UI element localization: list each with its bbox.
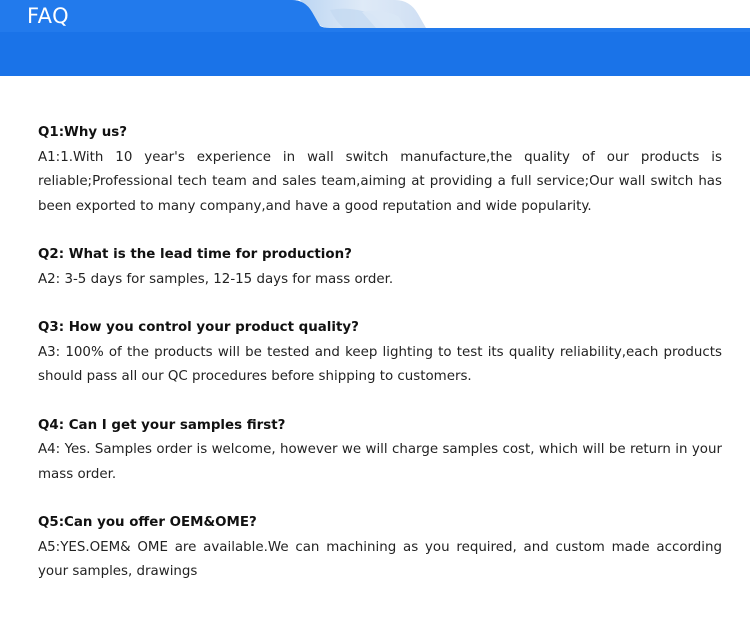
faq-question-3: Q3: How you control your product quality? xyxy=(38,320,359,335)
faq-question-5: Q5:Can you offer OEM&OME? xyxy=(38,515,257,530)
faq-answer-2: A2: 3-5 days for samples, 12-15 days for mass order. xyxy=(38,271,394,287)
banner-tab-shape xyxy=(0,0,750,76)
faq-answer-3: A3: 100% of the products will be tested and keep lighting to test its quality reliability,each products should pass all our QC procedures before shipping to customers. xyxy=(38,344,722,384)
faq-answer-5: A5:YES.OEM& OME are available.We can machining as you required, and custom made according your samples, drawings xyxy=(38,539,722,579)
faq-answer-1: A1:1.With 10 year's experience in wall switch manufacture,the quality of our products is reliable;Professional tech team and sales team,aiming at providing a full service;Our wall switch has been exported to many company,and have a good reputation and wide popularity. xyxy=(38,149,722,214)
faq-answer-4: A4: Yes. Samples order is welcome, however we will charge samples cost, which will be return in your mass order. xyxy=(38,442,722,482)
faq-list xyxy=(38,121,722,609)
faq-item-3 xyxy=(38,316,722,390)
faq-question-4: Q4: Can I get your samples first? xyxy=(38,417,286,433)
faq-item-5 xyxy=(38,511,722,585)
faq-question-2: Q2: What is the lead time for production? xyxy=(38,247,352,262)
faq-item-2 xyxy=(38,243,722,292)
faq-item-1 xyxy=(38,121,722,219)
faq-header-banner xyxy=(0,0,750,76)
faq-question-1: Q1:Why us? xyxy=(38,125,128,140)
page-title: FAQ xyxy=(27,4,70,28)
faq-item-4 xyxy=(38,414,722,488)
